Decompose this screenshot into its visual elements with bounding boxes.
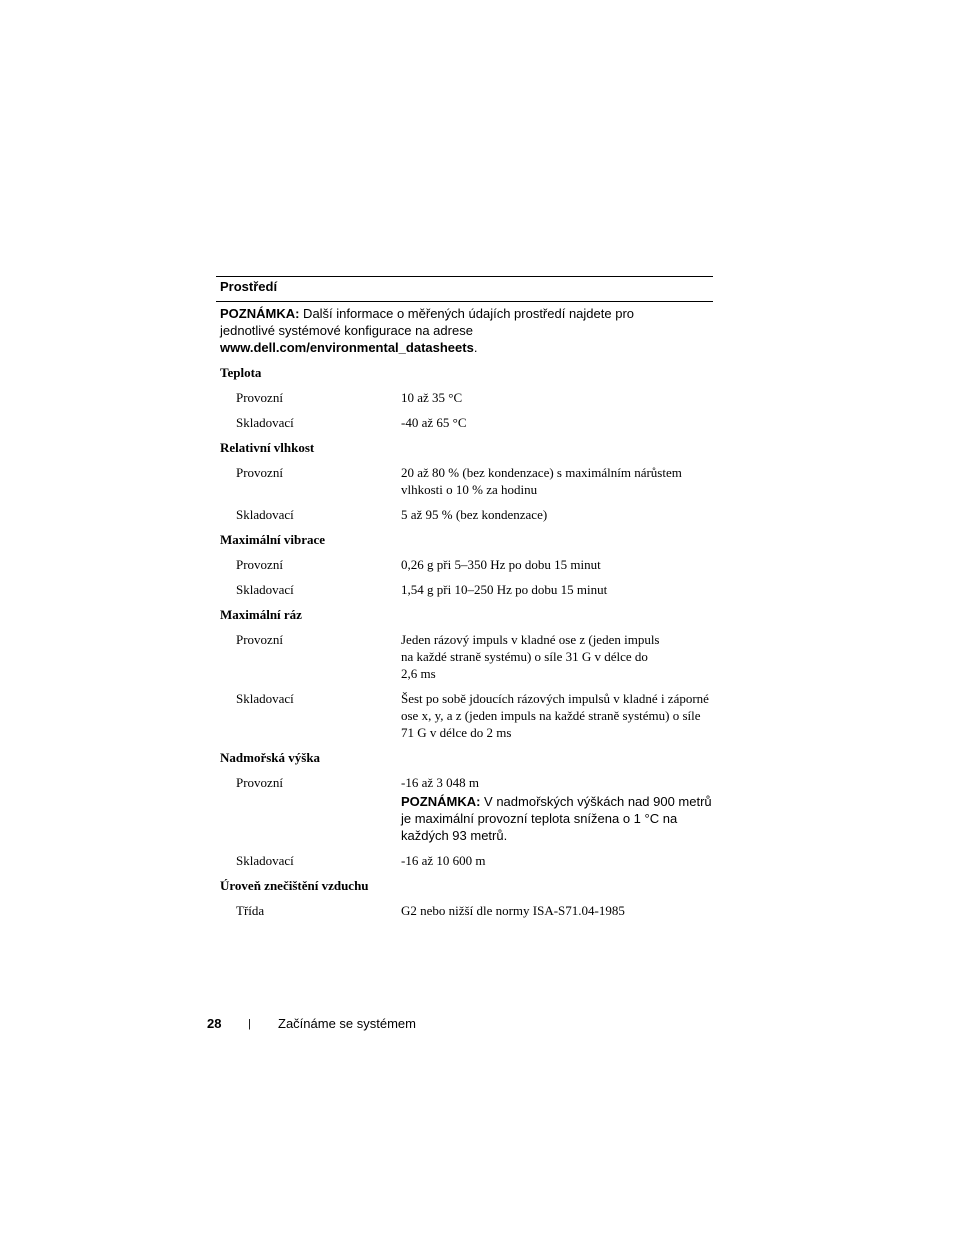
row-label: Provozní <box>236 632 283 647</box>
row-value: -16 až 10 600 m <box>401 853 486 868</box>
row-label: Provozní <box>236 557 283 572</box>
spec-row <box>216 631 713 682</box>
spec-row <box>216 581 713 598</box>
spec-row <box>216 556 713 573</box>
row-label: Provozní <box>236 390 283 405</box>
row-label: Provozní <box>236 775 283 790</box>
group-title-vibrace: Maximální vibrace <box>220 532 326 547</box>
row-label: Třída <box>236 903 265 918</box>
row-label: Skladovací <box>236 415 294 430</box>
row-value: 1,54 g při 10–250 Hz po dobu 15 minut <box>401 582 608 597</box>
row-value: -16 až 3 048 m <box>401 775 479 790</box>
row-value: G2 nebo nižší dle normy ISA-S71.04-1985 <box>401 903 625 918</box>
row-value: 5 až 95 % (bez kondenzace) <box>401 507 548 522</box>
environment-spec-table <box>216 276 713 919</box>
spec-row <box>216 690 713 741</box>
datasheets-link[interactable]: www.dell.com/environmental_datasheets <box>220 340 474 355</box>
altitude-note-label: POZNÁMKA: <box>401 794 481 809</box>
row-value: 20 až 80 % (bez kondenzace) s maximálním nárůstem vlhkosti o 10 % za hodinu <box>401 465 682 497</box>
group-title-raz: Maximální ráz <box>220 607 302 622</box>
note-label: POZNÁMKA: <box>220 306 300 321</box>
spec-groups <box>216 364 713 919</box>
footer-title: Začínáme se systémem <box>278 1016 416 1031</box>
group-title-znecisteni: Úroveň znečištění vzduchu <box>220 878 369 893</box>
spec-row <box>216 902 713 919</box>
spec-row <box>216 774 713 844</box>
group-title-vlhkost: Relativní vlhkost <box>220 440 315 455</box>
row-label: Provozní <box>236 465 283 480</box>
row-value: -40 až 65 °C <box>401 415 467 430</box>
note-text: Další informace o měřených údajích prostředí najdete pro jednotlivé systémové konfigurace na adrese <box>220 306 634 338</box>
group-title-vyska: Nadmořská výška <box>220 750 321 765</box>
row-label: Skladovací <box>236 507 294 522</box>
spec-row <box>216 506 713 523</box>
section-title: Prostředí <box>216 276 713 302</box>
group-title-teplota: Teplota <box>220 365 262 380</box>
page-number: 28 <box>207 1016 222 1031</box>
spec-row <box>216 389 713 406</box>
row-label: Skladovací <box>236 691 294 706</box>
row-label: Skladovací <box>236 853 294 868</box>
altitude-note <box>401 793 713 844</box>
row-label: Skladovací <box>236 582 294 597</box>
row-value: 10 až 35 °C <box>401 390 463 405</box>
altitude-note-text: V nadmořských výškách nad 900 metrů je maximální provozní teplota snížena o 1 °C na každých 93 metrů. <box>401 794 712 843</box>
row-value: 0,26 g při 5–350 Hz po dobu 15 minut <box>401 557 601 572</box>
footer-separator: | <box>248 1018 251 1030</box>
spec-row <box>216 414 713 431</box>
spec-row <box>216 852 713 869</box>
row-value-with-note <box>401 774 713 844</box>
row-value: Šest po sobě jdoucích rázových impulsů v kladné i záporné ose x, y, a z (jeden impuls na každé straně systému) o síle 71 G v délce do 2 ms <box>401 691 709 740</box>
spec-row <box>216 464 713 498</box>
row-value: Jeden rázový impuls v kladné ose z (jeden impuls na každé straně systému) o síle 31 G v délce do 2,6 ms <box>401 632 660 681</box>
note: POZNÁMKA: Další informace o měřených údajích prostředí najdete pro jednotlivé systémové konfigurace na adrese www.dell.com/environmental_datasheets. <box>220 306 634 355</box>
